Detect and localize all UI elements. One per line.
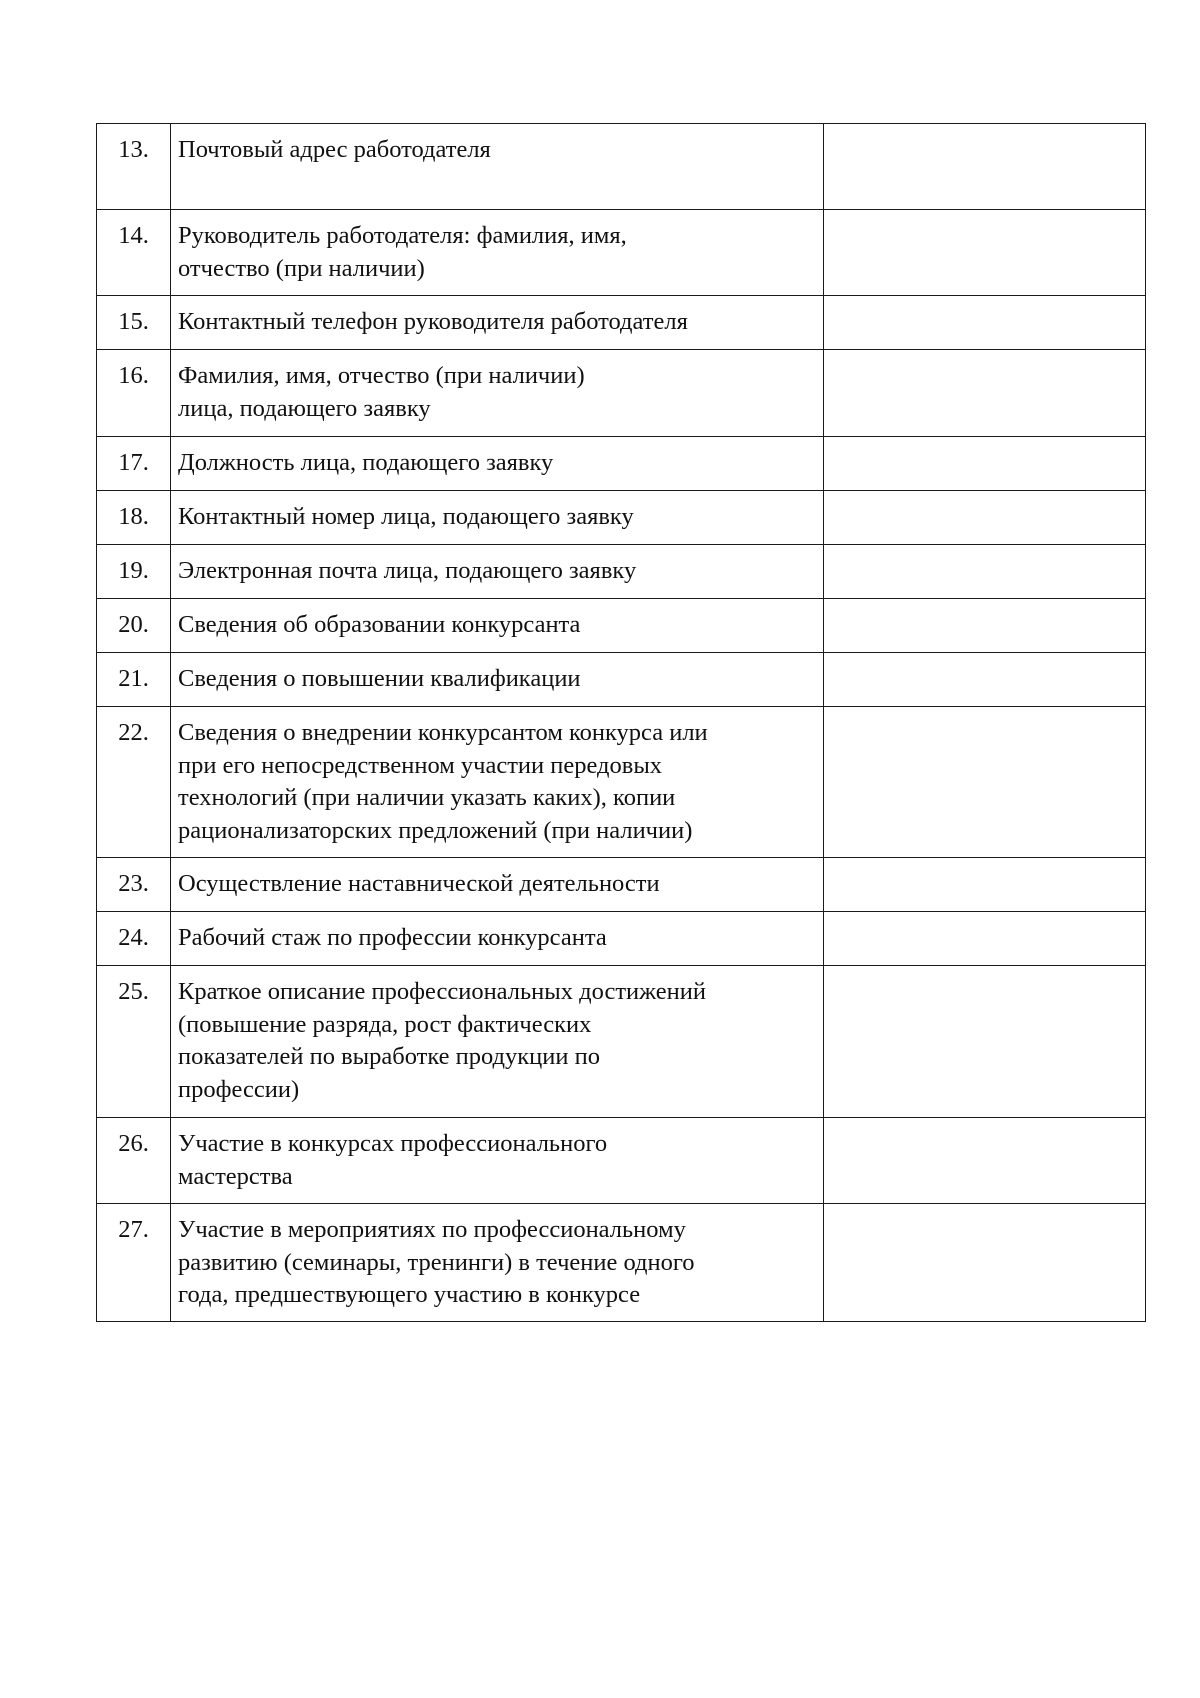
row-field-label: Должность лица, подающего заявку bbox=[171, 437, 824, 491]
row-field-label: Контактный номер лица, подающего заявку bbox=[171, 491, 824, 545]
row-field-label: Рабочий стаж по профессии конкурсанта bbox=[171, 912, 824, 966]
row-number: 27. bbox=[97, 1204, 171, 1322]
table-row bbox=[97, 599, 1146, 653]
table-row bbox=[97, 124, 1146, 210]
row-field-label: Электронная почта лица, подающего заявку bbox=[171, 545, 824, 599]
row-number: 25. bbox=[97, 966, 171, 1118]
row-value-cell[interactable] bbox=[824, 912, 1146, 966]
row-field-label: Сведения о повышении квалификации bbox=[171, 653, 824, 707]
row-value-cell[interactable] bbox=[824, 1204, 1146, 1322]
row-value-cell[interactable] bbox=[824, 124, 1146, 210]
row-value-cell[interactable] bbox=[824, 707, 1146, 858]
table-row bbox=[97, 545, 1146, 599]
row-number: 19. bbox=[97, 545, 171, 599]
table-row bbox=[97, 296, 1146, 350]
table-row bbox=[97, 1204, 1146, 1322]
table-row bbox=[97, 858, 1146, 912]
table-row bbox=[97, 350, 1146, 437]
row-number: 20. bbox=[97, 599, 171, 653]
row-field-label: Контактный телефон руководителя работодателя bbox=[171, 296, 824, 350]
row-number: 15. bbox=[97, 296, 171, 350]
row-value-cell[interactable] bbox=[824, 210, 1146, 296]
table-row bbox=[97, 491, 1146, 545]
row-value-cell[interactable] bbox=[824, 653, 1146, 707]
row-field-label: Руководитель работодателя: фамилия, имя, отчество (при наличии) bbox=[171, 210, 824, 296]
row-value-cell[interactable] bbox=[824, 545, 1146, 599]
row-field-label: Почтовый адрес работодателя bbox=[171, 124, 824, 210]
row-value-cell[interactable] bbox=[824, 437, 1146, 491]
row-field-label: Фамилия, имя, отчество (при наличии) лица, подающего заявку bbox=[171, 350, 824, 437]
row-value-cell[interactable] bbox=[824, 966, 1146, 1118]
row-number: 16. bbox=[97, 350, 171, 437]
row-field-label: Сведения о внедрении конкурсантом конкурса или при его непосредственном участии передовых технологий (при наличии указать каких), копии рационализаторских предложений (при наличии) bbox=[171, 707, 824, 858]
row-value-cell[interactable] bbox=[824, 599, 1146, 653]
table-row bbox=[97, 210, 1146, 296]
table-row bbox=[97, 707, 1146, 858]
row-number: 14. bbox=[97, 210, 171, 296]
table-row bbox=[97, 1118, 1146, 1204]
row-value-cell[interactable] bbox=[824, 491, 1146, 545]
row-value-cell[interactable] bbox=[824, 858, 1146, 912]
row-field-label: Участие в мероприятиях по профессиональному развитию (семинары, тренинги) в течение одного года, предшествующего участию в конкурсе bbox=[171, 1204, 824, 1322]
table-row bbox=[97, 653, 1146, 707]
row-number: 24. bbox=[97, 912, 171, 966]
table-row bbox=[97, 966, 1146, 1118]
row-value-cell[interactable] bbox=[824, 350, 1146, 437]
row-field-label: Сведения об образовании конкурсанта bbox=[171, 599, 824, 653]
table-row bbox=[97, 912, 1146, 966]
row-number: 21. bbox=[97, 653, 171, 707]
row-field-label: Краткое описание профессиональных достижений (повышение разряда, рост фактических показателей по выработке продукции по профессии) bbox=[171, 966, 824, 1118]
row-value-cell[interactable] bbox=[824, 1118, 1146, 1204]
row-value-cell[interactable] bbox=[824, 296, 1146, 350]
row-number: 26. bbox=[97, 1118, 171, 1204]
table-row bbox=[97, 437, 1146, 491]
row-number: 23. bbox=[97, 858, 171, 912]
row-number: 17. bbox=[97, 437, 171, 491]
row-number: 13. bbox=[97, 124, 171, 210]
row-number: 18. bbox=[97, 491, 171, 545]
application-form-table bbox=[96, 123, 1146, 1322]
row-number: 22. bbox=[97, 707, 171, 858]
row-field-label: Осуществление наставнической деятельности bbox=[171, 858, 824, 912]
row-field-label: Участие в конкурсах профессионального мастерства bbox=[171, 1118, 824, 1204]
